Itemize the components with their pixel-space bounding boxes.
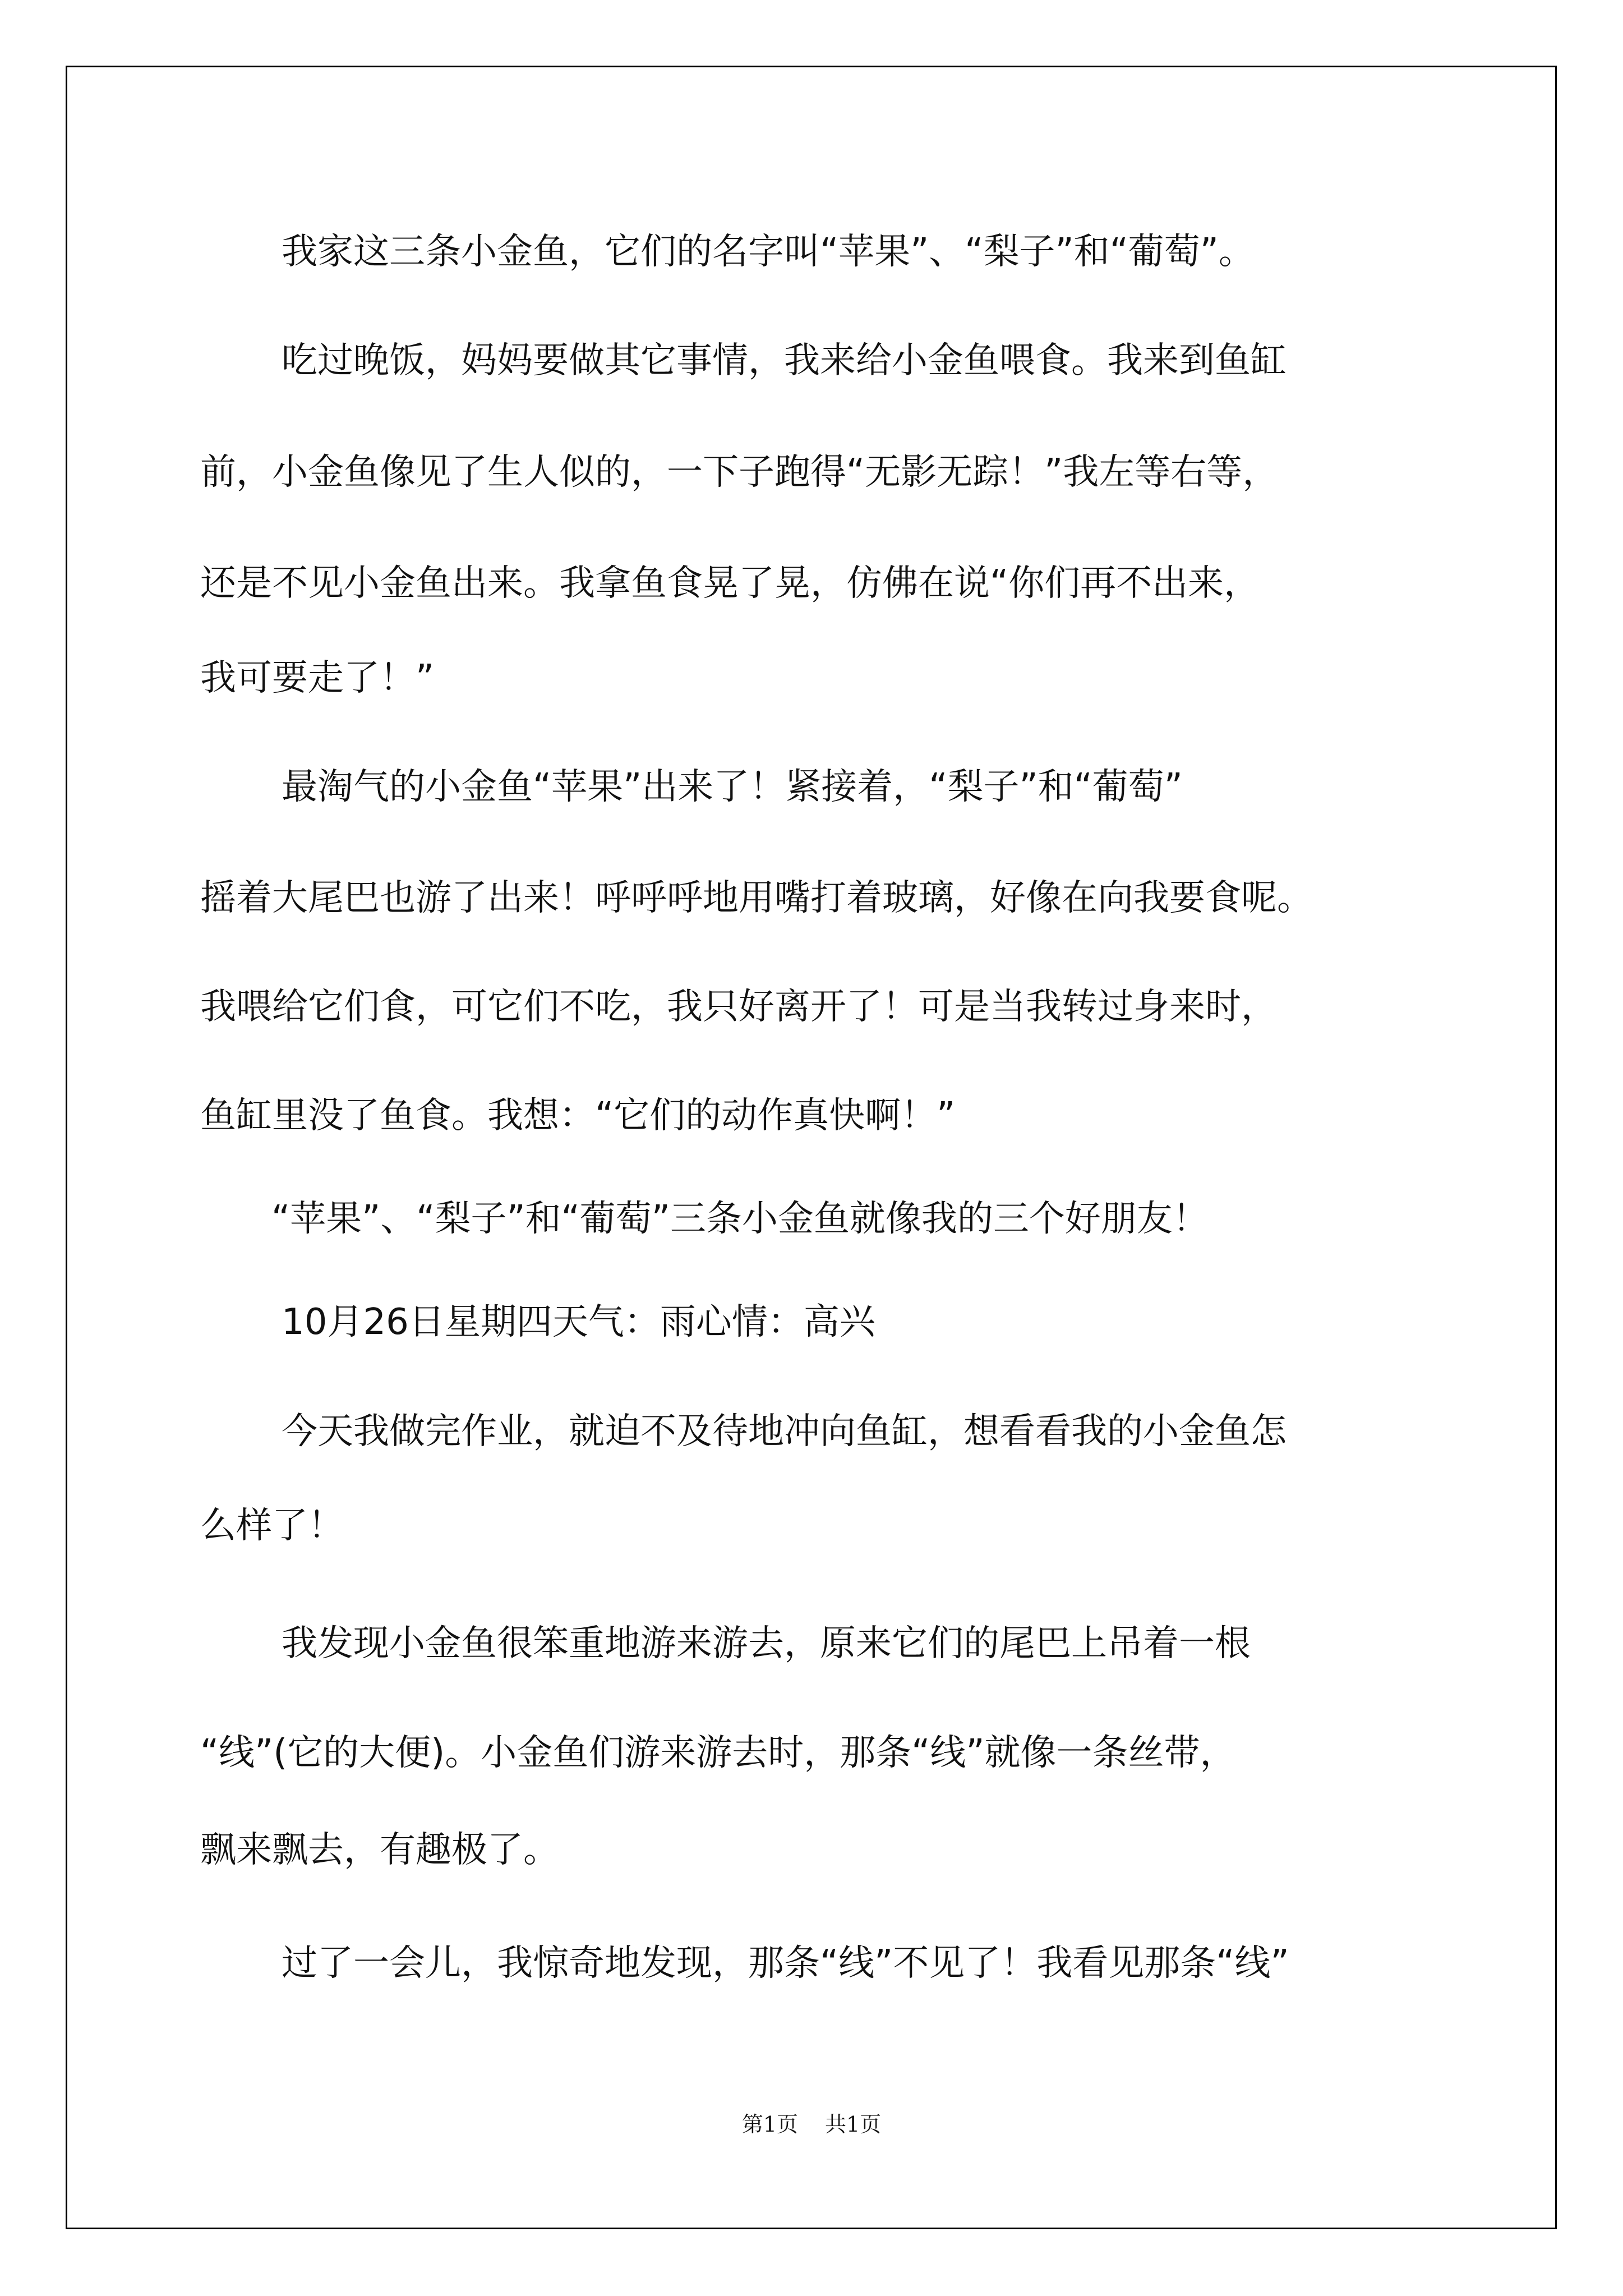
text-line: “苹果”、“梨子”和“葡萄”三条小金鱼就像我的三个好朋友！ bbox=[271, 1198, 1209, 1240]
text-line: “线”(它的大便)。小金鱼们游来游去时，那条“线”就像一条丝带， bbox=[200, 1732, 1236, 1774]
text-line: 最淘气的小金鱼“苹果”出来了！紧接着，“梨子”和“葡萄” bbox=[282, 766, 1183, 808]
page-number: 第1页 bbox=[741, 2112, 798, 2137]
text-line: 我家这三条小金鱼，它们的名字叫“苹果”、“梨子”和“葡萄”。 bbox=[282, 231, 1255, 273]
text-line: 今天我做完作业，就迫不及待地冲向鱼缸，想看看我的小金鱼怎 bbox=[282, 1411, 1287, 1452]
page-total: 共1页 bbox=[825, 2112, 882, 2137]
text-line: 我喂给它们食，可它们不吃，我只好离开了！可是当我转过身来时， bbox=[200, 986, 1277, 1028]
text-line: 鱼缸里没了鱼食。我想：“它们的动作真快啊！” bbox=[200, 1095, 956, 1137]
text-line: 飘来飘去，有趣极了。 bbox=[200, 1829, 559, 1871]
text-line: 摇着大尾巴也游了出来！呼呼呼地用嘴打着玻璃，好像在向我要食呢。 bbox=[200, 877, 1313, 919]
text-line: 我发现小金鱼很笨重地游来游去，原来它们的尾巴上吊着一根 bbox=[282, 1623, 1251, 1664]
text-line: 还是不见小金鱼出来。我拿鱼食晃了晃，仿佛在说“你们再不出来， bbox=[200, 563, 1260, 604]
page-border bbox=[66, 66, 1557, 2229]
text-line: 我可要走了！” bbox=[200, 657, 435, 699]
page-footer bbox=[0, 2114, 1623, 2135]
text-line: 前，小金鱼像见了生人似的，一下子跑得“无影无踪！”我左等右等， bbox=[200, 452, 1279, 493]
text-line: 过了一会儿，我惊奇地发现，那条“线”不见了！我看见那条“线” bbox=[282, 1943, 1289, 1984]
date-weather-line: 10月26日星期四天气：雨心情：高兴 bbox=[282, 1301, 875, 1343]
text-line: 吃过晚饭，妈妈要做其它事情，我来给小金鱼喂食。我来到鱼缸 bbox=[282, 340, 1287, 381]
text-line: 么样了！ bbox=[200, 1505, 344, 1547]
